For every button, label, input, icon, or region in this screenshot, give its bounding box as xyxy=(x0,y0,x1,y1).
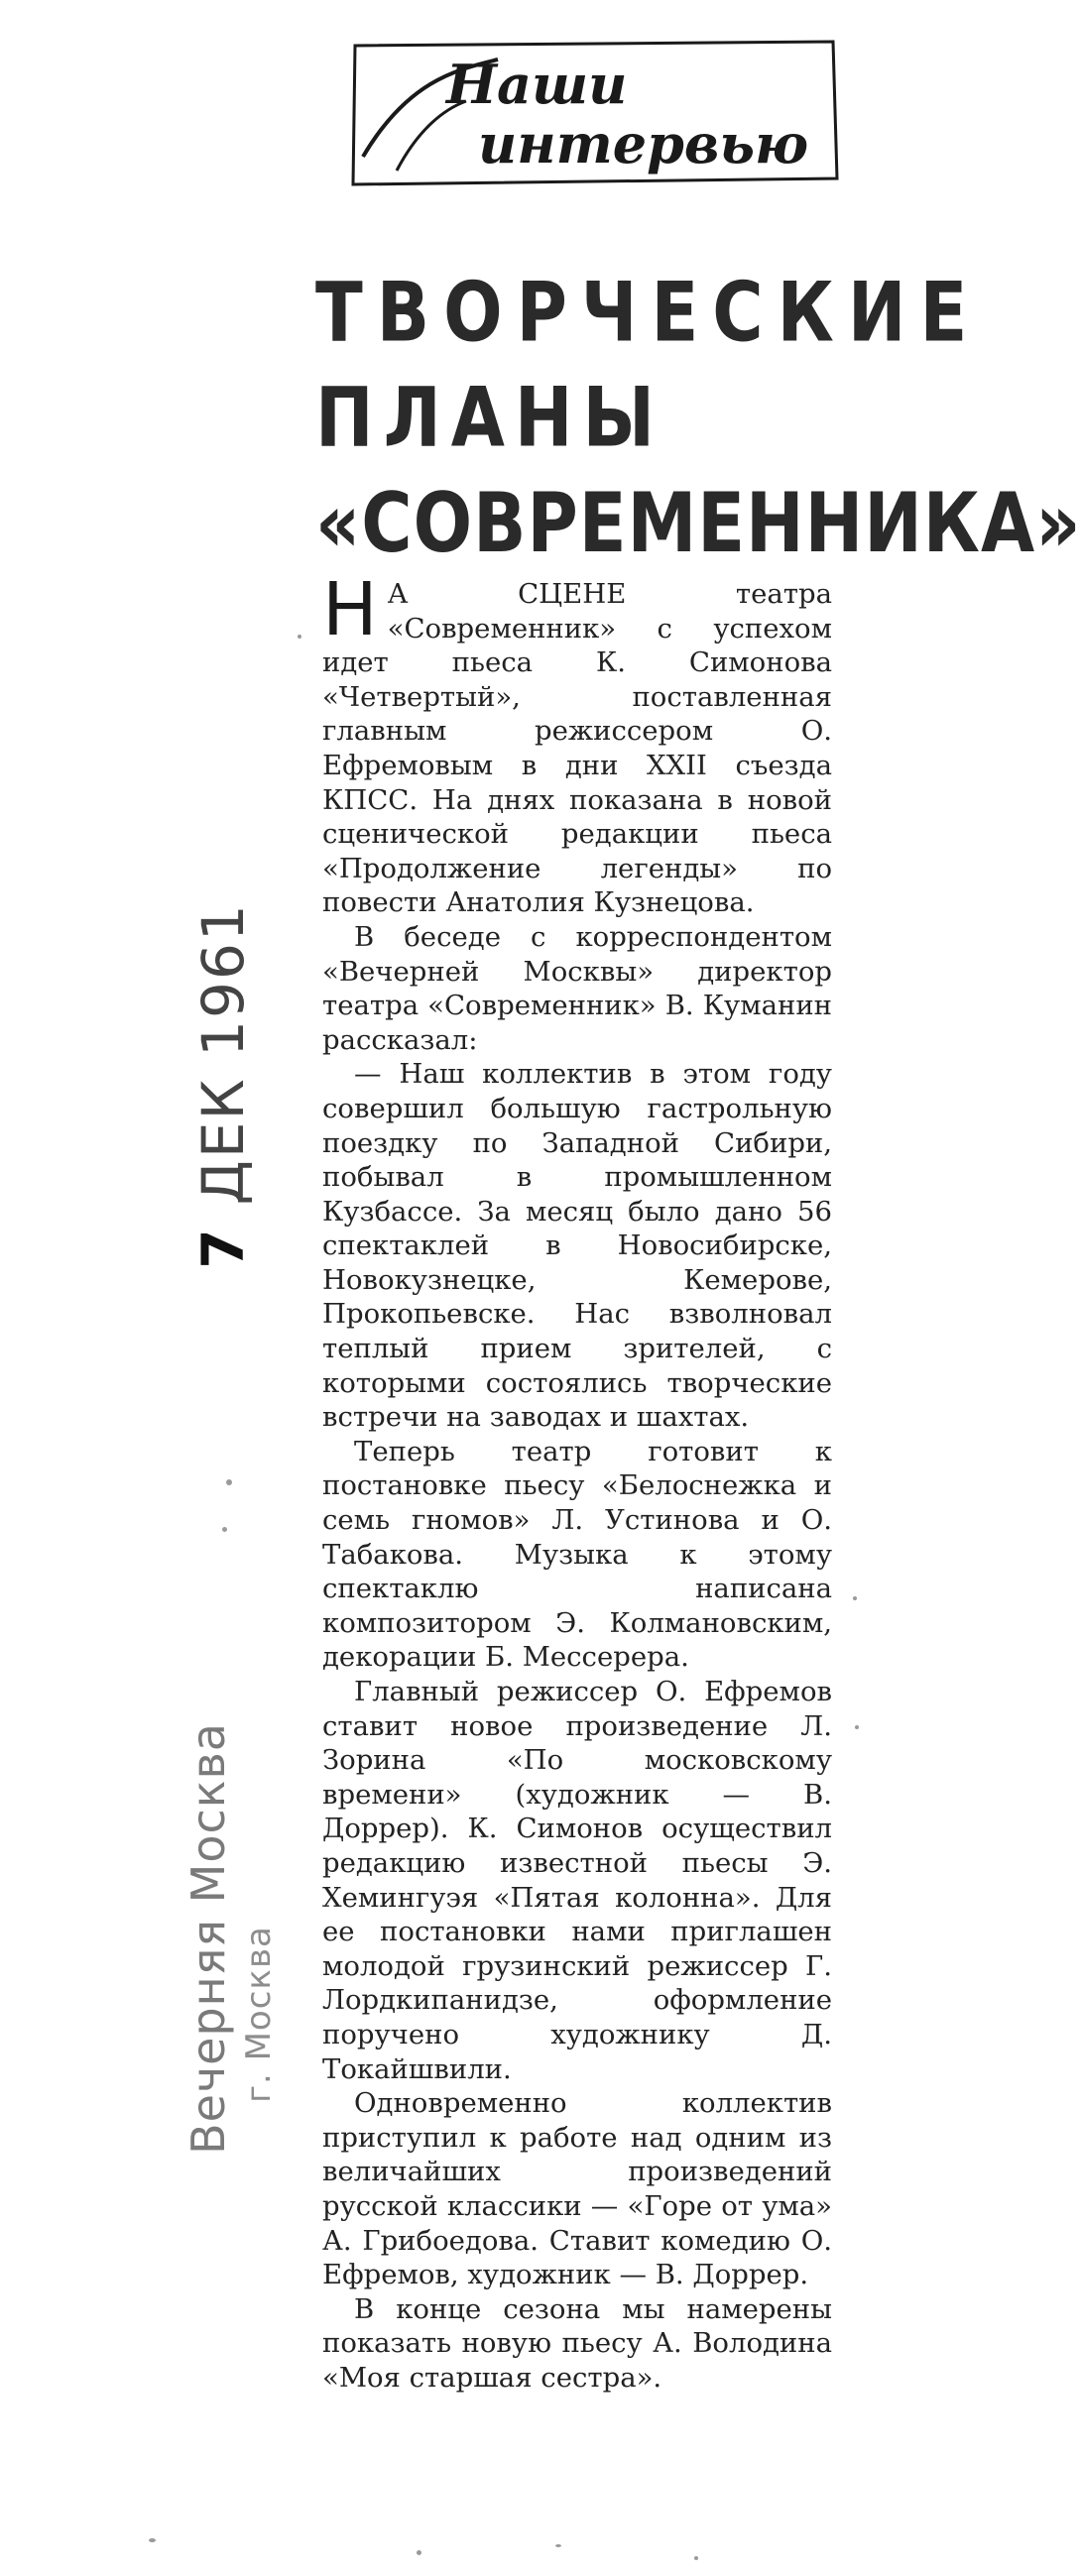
rubric-frame xyxy=(349,40,841,186)
article-body xyxy=(322,567,832,2395)
paragraph-4: Теперь театр готовит к постановке пьесу «Белоснежка и семь гномов» Л. Устинова и О. Табакова. Музыка к этому спектаклю написана композитором Э. Колмановским, декорации Б. Мессерера. xyxy=(322,1435,832,1674)
scan-speck xyxy=(417,2550,421,2555)
scan-speck xyxy=(853,1596,857,1600)
rubric-logo xyxy=(349,40,841,186)
date-stamp xyxy=(189,902,257,1269)
paragraph-1 xyxy=(322,567,832,920)
scan-speck xyxy=(855,1725,859,1729)
paragraph-1-text: А СЦЕНЕ театра «Современник» с успехом идет пьеса К. Симонова «Четвертый», поставленная главным режиссером О. Ефремовым в дни XXII съезда КПСС. На днях показана в новой сценической редакции пьеса «Продолжение легенды» по повести Анатолия Кузнецова. xyxy=(322,578,832,919)
source-stamp-newspaper: Вечерняя Москва xyxy=(181,1722,235,2155)
scan-speck xyxy=(226,1479,232,1485)
source-stamp-city: г. Москва xyxy=(239,1926,279,2103)
paragraph-6: Одновременно коллектив приступил к работе над одним из величайших произведений русской классики — «Горе от ума» А. Грибоедова. Ставит комедию О. Ефремов, художник — В. Доррер. xyxy=(322,2087,832,2291)
date-stamp-day: 7 xyxy=(189,1227,257,1269)
headline-line1: ТВОРЧЕСКИЕ xyxy=(315,264,982,361)
scan-speck xyxy=(222,1527,227,1532)
scan-speck xyxy=(555,2544,561,2547)
rubric-line1: Наши xyxy=(446,53,628,116)
source-stamp xyxy=(181,1722,279,2155)
headline xyxy=(315,260,1081,576)
paragraph-2: В беседе с корреспондентом «Вечерней Москвы» директор театра «Современник» В. Куманин рассказал: xyxy=(322,920,832,1056)
rubric-line2: интервью xyxy=(478,112,809,176)
scan-speck xyxy=(149,2538,156,2542)
scan-speck xyxy=(694,2556,698,2560)
headline-line3: «СОВРЕМЕННИКА» xyxy=(315,475,1081,571)
scan-speck xyxy=(298,635,301,639)
headline-line2: ПЛАНЫ xyxy=(315,369,665,466)
date-stamp-month-year: ДЕК 1961 xyxy=(189,902,257,1206)
paragraph-7: В конце сезона мы намерены показать новую пьесу А. Володина «Моя старшая сестра». xyxy=(322,2292,832,2394)
drop-cap: Н xyxy=(322,567,378,652)
paragraph-5: Главный режиссер О. Ефремов ставит новое произведение Л. Зорина «По московскому времени» (художник — В. Доррер). К. Симонов осуществил редакцию известной пьесы Э. Хемингуэя «Пятая колонна». Для ее постановки нами приглашен молодой грузинский режиссер Г. Лордкипанидзе, оформление поручено художнику Д. Токайшвили. xyxy=(322,1676,832,2085)
paragraph-3: — Наш коллектив в этом году совершил большую гастрольную поездку по Западной Сибири, побывал в промышленном Кузбассе. За месяц было дано 56 спектаклей в Новосибирске, Новокузнецке, Кемерове, Прокопьевске. Нас взволновал теплый прием зрителей, с которыми состоялись творческие встречи на заводах и шахтах. xyxy=(322,1058,832,1434)
